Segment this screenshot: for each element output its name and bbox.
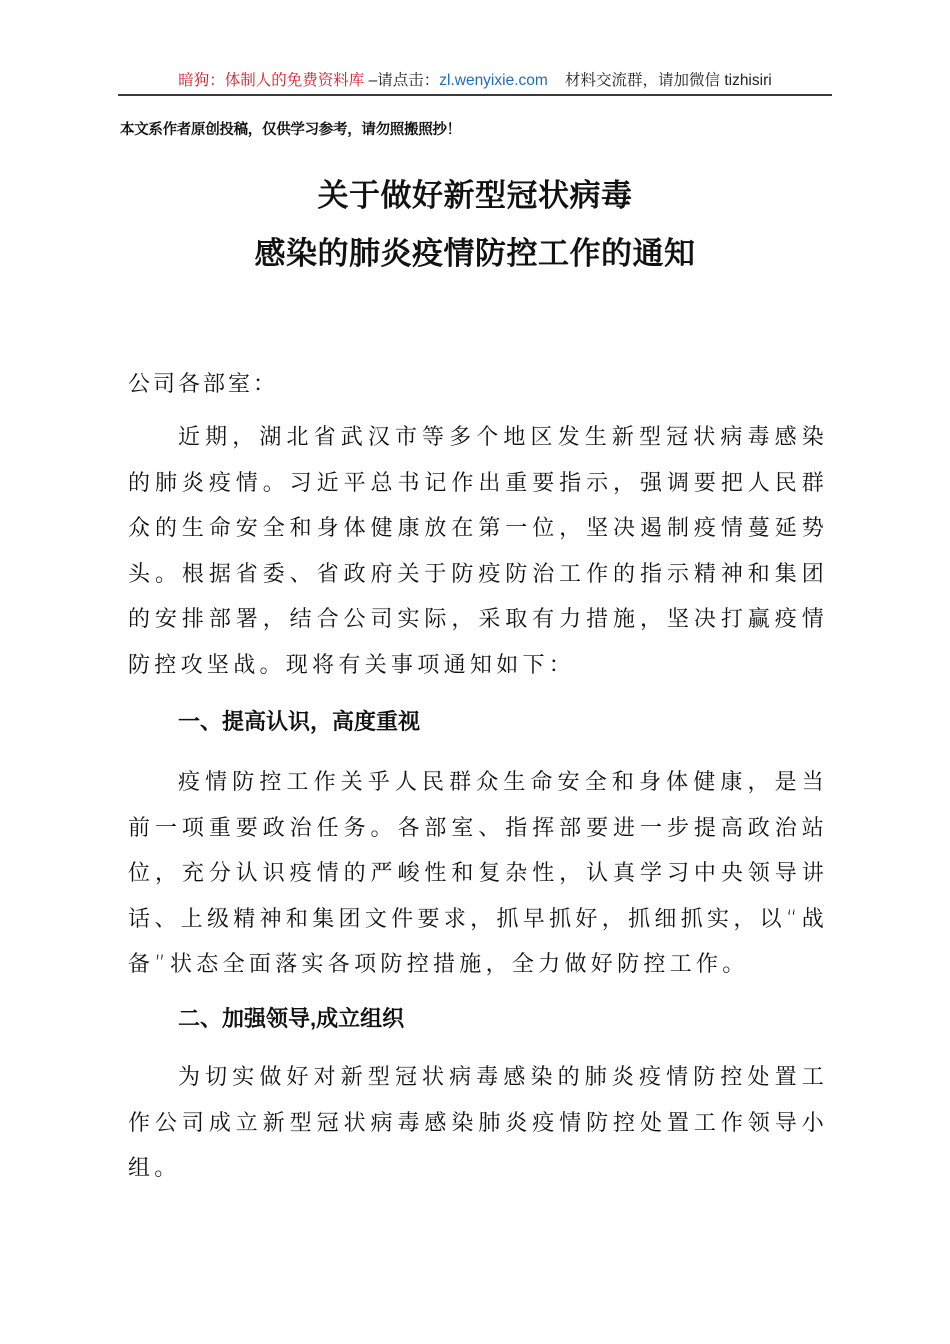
click-prompt: –请点击： (364, 72, 440, 89)
group-note: 材料交流群，请加微信 tizhisiri (547, 72, 772, 89)
salutation: 公司各部室： (128, 372, 279, 397)
paragraph-section-1: 疫情防控工作关乎人民群众生命安全和身体健康，是当前一项重要政治任务。各部室、指挥部要进一步提高政治站位，充分认识疫情的严峻性和复杂性，认真学习中央领导讲话、上级精神和集团文件要求，抓早抓好，抓细抓实，以“战备”状态全面落实各项防控措施，全力做好防控工作。 (128, 770, 828, 977)
paragraph-section-2: 为切实做好对新型冠状病毒感染的肺炎疫情防控处置工作公司成立新型冠状病毒感染肺炎疫情防控处置工作领导小组。 (128, 1065, 828, 1181)
site-name: 暗狗：体制人的免费资料库 (178, 72, 365, 89)
document-title-line-2: 感染的肺炎疫情防控工作的通知 (254, 236, 696, 272)
section-heading-2: 二、加强领导,成立组织 (178, 1006, 405, 1031)
section-heading-1: 一、提高认识，高度重视 (178, 709, 421, 734)
site-url-link[interactable]: zl.wenyixie.com (439, 72, 548, 89)
copyright-notice: 本文系作者原创投稿，仅供学习参考，请勿照搬照抄！ (120, 121, 461, 138)
page-header-banner (118, 68, 832, 96)
document-title-line-1: 关于做好新型冠状病毒 (317, 178, 633, 214)
paragraph-intro: 近期，湖北省武汉市等多个地区发生新型冠状病毒感染的肺炎疫情。习近平总书记作出重要指示，强调要把人民群众的生命安全和身体健康放在第一位，坚决遏制疫情蔓延势头。根据省委、省政府关于防疫防治工作的指示精神和集团的安排部署，结合公司实际，采取有力措施，坚决打赢疫情防控攻坚战。现将有关事项通知如下： (128, 425, 828, 678)
